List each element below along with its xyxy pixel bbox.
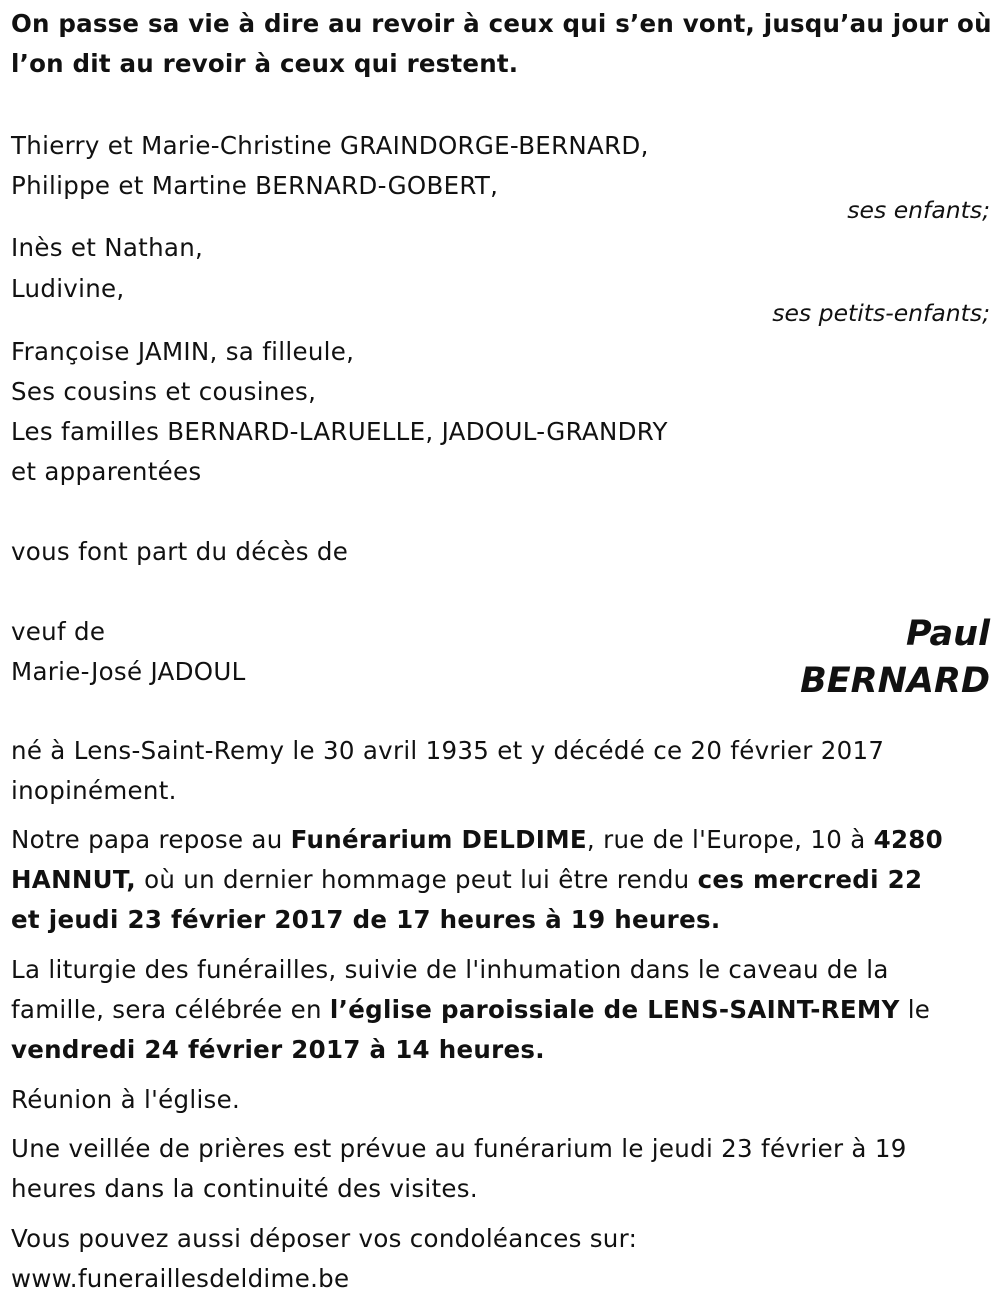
condolences-line-1: Vous pouvez aussi déposer vos condoléances sur: [11, 1224, 638, 1253]
liturgy-line-2 [11, 990, 930, 1030]
other-relative-1: Françoise JAMIN, sa filleule, [11, 337, 355, 366]
deceased-last-name: BERNARD [800, 661, 990, 701]
liturgy-text-a: famille, sera célébrée en [11, 995, 330, 1024]
grandchildren-role: ses petits-enfants; [772, 299, 990, 327]
vigil-line-1: Une veillée de prières est prévue au funérarium le jeudi 23 février à 19 [11, 1134, 907, 1163]
vigil-line-2: heures dans la continuité des visites. [11, 1174, 478, 1203]
quote-line-1: On passe sa vie à dire au revoir à ceux qui s’en vont, jusqu’au jour où [11, 9, 992, 38]
liturgy-line-1: La liturgie des funérailles, suivie de l'inhumation dans le caveau de la [11, 955, 889, 984]
grandchildren-name-1: Inès et Nathan, [11, 233, 204, 262]
city-name: HANNUT, [11, 865, 136, 894]
children-name-2: Philippe et Martine BERNARD-GOBERT, [11, 171, 499, 200]
rest-text-b: où un dernier hommage peut lui être rendu [136, 865, 698, 894]
widower-line-1: veuf de [11, 617, 106, 646]
liturgy-date: vendredi 24 février 2017 à 14 heures. [11, 1035, 545, 1064]
rest-text-a: Notre papa repose au [11, 825, 291, 854]
quote-line-2: l’on dit au revoir à ceux qui restent. [11, 49, 519, 78]
opening-quote [11, 4, 992, 84]
birth-death-line-1: né à Lens-Saint-Remy le 30 avril 1935 et y décédé ce 20 février 2017 [11, 736, 885, 765]
postal-code: 4280 [873, 825, 943, 854]
meeting-text: Réunion à l'église. [11, 1085, 241, 1114]
announcement-text: vous font part du décès de [11, 537, 349, 566]
condolences-website: www.funeraillesdeldime.be [11, 1264, 350, 1293]
widower-line-2: Marie-José JADOUL [11, 657, 246, 686]
other-relative-2: Ses cousins et cousines, [11, 377, 317, 406]
funeral-home-name: Funérarium DELDIME [290, 825, 587, 854]
grandchildren-name-2: Ludivine, [11, 274, 125, 303]
rest-line-2 [11, 860, 922, 900]
visit-dates-start: ces mercredi 22 [697, 865, 923, 894]
visit-dates-end: et jeudi 23 février 2017 de 17 heures à 19 heures. [11, 905, 721, 934]
liturgy-text-c: le [899, 995, 931, 1024]
children-role: ses enfants; [847, 196, 990, 224]
deceased-first-name: Paul [906, 614, 990, 654]
other-relative-3: Les familles BERNARD-LARUELLE, JADOUL-GRANDRY [11, 417, 668, 446]
rest-line-1 [11, 820, 943, 860]
rest-text-c: , rue de l'Europe, 10 à [586, 825, 874, 854]
birth-death-line-2: inopinément. [11, 776, 177, 805]
church-name: l’église paroissiale de LENS-SAINT-REMY [329, 995, 900, 1024]
other-relative-4: et apparentées [11, 457, 202, 486]
children-name-1: Thierry et Marie-Christine GRAINDORGE-BERNARD, [11, 131, 649, 160]
